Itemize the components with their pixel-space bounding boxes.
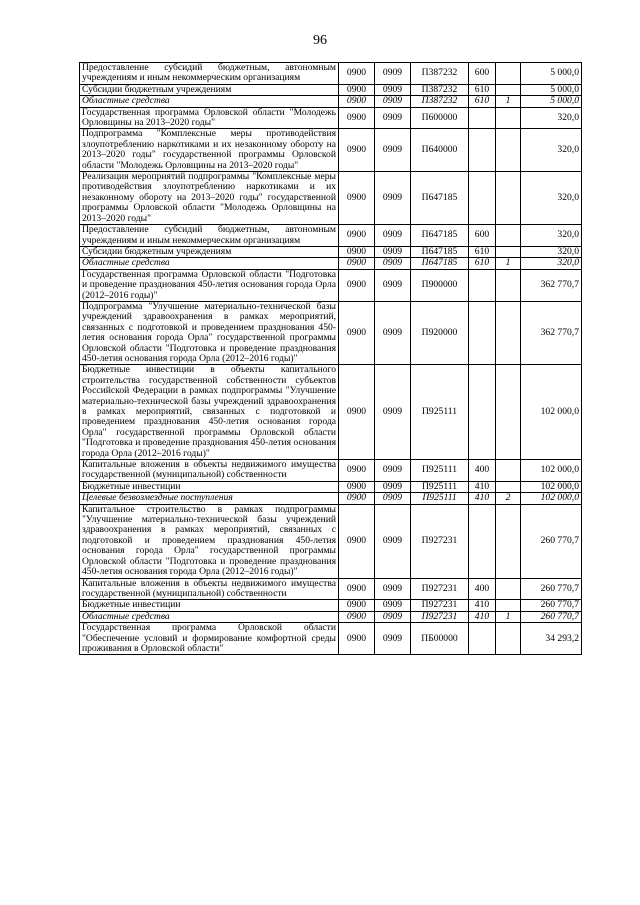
target-article-code-cell: П647185 bbox=[411, 225, 469, 247]
subsection-code-cell: 0909 bbox=[375, 269, 411, 301]
funding-source-code-cell bbox=[496, 269, 521, 301]
expense-type-code-cell: 410 bbox=[469, 611, 496, 622]
section-code-cell: 0900 bbox=[339, 96, 375, 107]
section-code-cell: 0900 bbox=[339, 172, 375, 225]
section-code-cell: 0900 bbox=[339, 504, 375, 578]
amount-cell: 320,0 bbox=[521, 225, 582, 247]
funding-source-code-cell bbox=[496, 172, 521, 225]
section-code-cell: 0900 bbox=[339, 129, 375, 172]
amount-cell: 320,0 bbox=[521, 246, 582, 257]
subsection-code-cell: 0909 bbox=[375, 225, 411, 247]
section-code-cell: 0900 bbox=[339, 365, 375, 460]
funding-source-code-cell: 1 bbox=[496, 258, 521, 269]
expense-type-code-cell bbox=[469, 107, 496, 129]
target-article-code-cell: П387232 bbox=[411, 84, 469, 95]
target-article-code-cell: П925111 bbox=[411, 365, 469, 460]
table-row bbox=[80, 258, 582, 269]
amount-cell: 260 770,7 bbox=[521, 611, 582, 622]
expense-type-code-cell: 410 bbox=[469, 481, 496, 492]
item-name-cell: Государственная программа Орловской области "Молодежь Орловщины на 2013–2020 годы" bbox=[80, 107, 339, 129]
target-article-code-cell: П647185 bbox=[411, 172, 469, 225]
table-row bbox=[80, 493, 582, 504]
target-article-code-cell: ПБ00000 bbox=[411, 623, 469, 655]
amount-cell: 102 000,0 bbox=[521, 460, 582, 482]
subsection-code-cell: 0909 bbox=[375, 493, 411, 504]
section-code-cell: 0900 bbox=[339, 623, 375, 655]
table-row bbox=[80, 611, 582, 622]
expense-type-code-cell: 610 bbox=[469, 246, 496, 257]
funding-source-code-cell: 2 bbox=[496, 493, 521, 504]
target-article-code-cell: П927231 bbox=[411, 578, 469, 600]
table-row bbox=[80, 96, 582, 107]
amount-cell: 102 000,0 bbox=[521, 493, 582, 504]
item-name-cell: Предоставление субсидий бюджетным, автономным учреждениям и иным некоммерческим организациям bbox=[80, 63, 339, 85]
amount-cell: 320,0 bbox=[521, 129, 582, 172]
funding-source-code-cell bbox=[496, 129, 521, 172]
item-name-cell: Областные средства bbox=[80, 611, 339, 622]
funding-source-code-cell: 1 bbox=[496, 611, 521, 622]
item-name-cell: Государственная программа Орловской области "Подготовка и проведение празднования 450-летия основания города Орла (2012–2016 годы)" bbox=[80, 269, 339, 301]
table-row bbox=[80, 269, 582, 301]
subsection-code-cell: 0909 bbox=[375, 578, 411, 600]
expense-type-code-cell bbox=[469, 365, 496, 460]
subsection-code-cell: 0909 bbox=[375, 504, 411, 578]
item-name-cell: Бюджетные инвестиции bbox=[80, 481, 339, 492]
funding-source-code-cell bbox=[496, 246, 521, 257]
item-name-cell: Бюджетные инвестиции bbox=[80, 600, 339, 611]
item-name-cell: Капитальные вложения в объекты недвижимого имущества государственной (муниципальной) собственности bbox=[80, 578, 339, 600]
target-article-code-cell: П925111 bbox=[411, 481, 469, 492]
section-code-cell: 0900 bbox=[339, 493, 375, 504]
section-code-cell: 0900 bbox=[339, 269, 375, 301]
subsection-code-cell: 0909 bbox=[375, 63, 411, 85]
funding-source-code-cell bbox=[496, 84, 521, 95]
subsection-code-cell: 0909 bbox=[375, 481, 411, 492]
table-row bbox=[80, 600, 582, 611]
item-name-cell: Государственная программа Орловской области "Обеспечение условий и формирование комфортной среды проживания в Орловской области" bbox=[80, 623, 339, 655]
expense-type-code-cell: 600 bbox=[469, 225, 496, 247]
table-row bbox=[80, 504, 582, 578]
amount-cell: 260 770,7 bbox=[521, 600, 582, 611]
amount-cell: 102 000,0 bbox=[521, 365, 582, 460]
target-article-code-cell: П927231 bbox=[411, 504, 469, 578]
section-code-cell: 0900 bbox=[339, 258, 375, 269]
item-name-cell: Капитальное строительство в рамках подпрограммы "Улучшение материально-технической базы учреждений здравоохранения в рамках мероприятий, связанных с подготовкой и проведением празднования 450-летия основания города Орла" государственной программы Орловской области "Подготовка и проведение празднования 450-летия основания города Орла (2012–2016 годы)" bbox=[80, 504, 339, 578]
item-name-cell: Бюджетные инвестиции в объекты капитального строительства государственной собственности субъектов Российской Федерации в рамках подпрограммы "Улучшение материально-технической базы учреждений здравоохранения в рамках мероприятий, связанных с подготовкой и проведением празднования 450-летия основания города Орла" государственной программы Орловской области "Подготовка и проведение празднования 450-летия основания города Орла (2012–2016 годы)" bbox=[80, 365, 339, 460]
expense-type-code-cell: 600 bbox=[469, 63, 496, 85]
subsection-code-cell: 0909 bbox=[375, 96, 411, 107]
target-article-code-cell: П900000 bbox=[411, 269, 469, 301]
amount-cell: 320,0 bbox=[521, 107, 582, 129]
budget-table bbox=[79, 62, 582, 655]
funding-source-code-cell bbox=[496, 504, 521, 578]
section-code-cell: 0900 bbox=[339, 63, 375, 85]
table-row bbox=[80, 129, 582, 172]
section-code-cell: 0900 bbox=[339, 225, 375, 247]
table-row bbox=[80, 365, 582, 460]
section-code-cell: 0900 bbox=[339, 246, 375, 257]
funding-source-code-cell bbox=[496, 578, 521, 600]
funding-source-code-cell bbox=[496, 600, 521, 611]
expense-type-code-cell: 610 bbox=[469, 258, 496, 269]
amount-cell: 320,0 bbox=[521, 258, 582, 269]
expense-type-code-cell bbox=[469, 269, 496, 301]
section-code-cell: 0900 bbox=[339, 600, 375, 611]
amount-cell: 102 000,0 bbox=[521, 481, 582, 492]
table-row bbox=[80, 246, 582, 257]
target-article-code-cell: П387232 bbox=[411, 96, 469, 107]
amount-cell: 5 000,0 bbox=[521, 63, 582, 85]
section-code-cell: 0900 bbox=[339, 611, 375, 622]
target-article-code-cell: П647185 bbox=[411, 258, 469, 269]
page-number: 96 bbox=[313, 33, 327, 48]
section-code-cell: 0900 bbox=[339, 107, 375, 129]
subsection-code-cell: 0909 bbox=[375, 301, 411, 364]
target-article-code-cell: П647185 bbox=[411, 246, 469, 257]
expense-type-code-cell: 400 bbox=[469, 578, 496, 600]
item-name-cell: Субсидии бюджетным учреждениям bbox=[80, 84, 339, 95]
budget-table-body bbox=[80, 63, 582, 655]
table-row bbox=[80, 172, 582, 225]
target-article-code-cell: П925111 bbox=[411, 460, 469, 482]
target-article-code-cell: П387232 bbox=[411, 63, 469, 85]
subsection-code-cell: 0909 bbox=[375, 600, 411, 611]
section-code-cell: 0900 bbox=[339, 84, 375, 95]
amount-cell: 362 770,7 bbox=[521, 301, 582, 364]
funding-source-code-cell bbox=[496, 623, 521, 655]
expense-type-code-cell bbox=[469, 301, 496, 364]
expense-type-code-cell bbox=[469, 623, 496, 655]
item-name-cell: Подпрограмма "Комплексные меры противодействия злоупотреблению наркотиками и их незаконному обороту на 2013–2020 годы" государственной программы Орловской области "Молодежь Орловщины на 2013–2020 годы" bbox=[80, 129, 339, 172]
item-name-cell: Реализация мероприятий подпрограммы "Комплексные меры противодействия злоупотреблению наркотиками и их незаконному обороту на 2013–2020 годы" государственной программы Орловской области "Молодежь Орловщины на 2013–2020 годы" bbox=[80, 172, 339, 225]
subsection-code-cell: 0909 bbox=[375, 129, 411, 172]
funding-source-code-cell bbox=[496, 460, 521, 482]
table-row bbox=[80, 63, 582, 85]
target-article-code-cell: П640000 bbox=[411, 129, 469, 172]
subsection-code-cell: 0909 bbox=[375, 623, 411, 655]
target-article-code-cell: П925111 bbox=[411, 493, 469, 504]
target-article-code-cell: П600000 bbox=[411, 107, 469, 129]
subsection-code-cell: 0909 bbox=[375, 172, 411, 225]
expense-type-code-cell: 610 bbox=[469, 96, 496, 107]
expense-type-code-cell: 410 bbox=[469, 493, 496, 504]
target-article-code-cell: П927231 bbox=[411, 611, 469, 622]
funding-source-code-cell bbox=[496, 481, 521, 492]
table-row bbox=[80, 107, 582, 129]
amount-cell: 34 293,2 bbox=[521, 623, 582, 655]
table-row bbox=[80, 481, 582, 492]
amount-cell: 5 000,0 bbox=[521, 84, 582, 95]
item-name-cell: Областные средства bbox=[80, 258, 339, 269]
table-row bbox=[80, 301, 582, 364]
subsection-code-cell: 0909 bbox=[375, 246, 411, 257]
expense-type-code-cell bbox=[469, 172, 496, 225]
item-name-cell: Областные средства bbox=[80, 96, 339, 107]
funding-source-code-cell bbox=[496, 225, 521, 247]
table-row bbox=[80, 225, 582, 247]
item-name-cell: Предоставление субсидий бюджетным, автономным учреждениям и иным некоммерческим организациям bbox=[80, 225, 339, 247]
amount-cell: 320,0 bbox=[521, 172, 582, 225]
section-code-cell: 0900 bbox=[339, 460, 375, 482]
target-article-code-cell: П920000 bbox=[411, 301, 469, 364]
funding-source-code-cell bbox=[496, 365, 521, 460]
expense-type-code-cell: 610 bbox=[469, 84, 496, 95]
subsection-code-cell: 0909 bbox=[375, 107, 411, 129]
table-row bbox=[80, 623, 582, 655]
subsection-code-cell: 0909 bbox=[375, 365, 411, 460]
table-row bbox=[80, 84, 582, 95]
expense-type-code-cell bbox=[469, 129, 496, 172]
target-article-code-cell: П927231 bbox=[411, 600, 469, 611]
item-name-cell: Субсидии бюджетным учреждениям bbox=[80, 246, 339, 257]
amount-cell: 260 770,7 bbox=[521, 504, 582, 578]
item-name-cell: Подпрограмма "Улучшение материально-технической базы учреждений здравоохранения в рамках мероприятий, связанных с подготовкой и проведением празднования 450-летия основания города Орла" государственной программы Орловской области "Подготовка и проведение празднования 450-летия основания города Орла (2012–2016 годы)" bbox=[80, 301, 339, 364]
amount-cell: 260 770,7 bbox=[521, 578, 582, 600]
amount-cell: 5 000,0 bbox=[521, 96, 582, 107]
table-row bbox=[80, 460, 582, 482]
funding-source-code-cell: 1 bbox=[496, 96, 521, 107]
item-name-cell: Целевые безвозмездные поступления bbox=[80, 493, 339, 504]
subsection-code-cell: 0909 bbox=[375, 258, 411, 269]
table-row bbox=[80, 578, 582, 600]
section-code-cell: 0900 bbox=[339, 578, 375, 600]
funding-source-code-cell bbox=[496, 107, 521, 129]
funding-source-code-cell bbox=[496, 63, 521, 85]
amount-cell: 362 770,7 bbox=[521, 269, 582, 301]
expense-type-code-cell bbox=[469, 504, 496, 578]
section-code-cell: 0900 bbox=[339, 301, 375, 364]
item-name-cell: Капитальные вложения в объекты недвижимого имущества государственной (муниципальной) собственности bbox=[80, 460, 339, 482]
subsection-code-cell: 0909 bbox=[375, 84, 411, 95]
subsection-code-cell: 0909 bbox=[375, 460, 411, 482]
subsection-code-cell: 0909 bbox=[375, 611, 411, 622]
funding-source-code-cell bbox=[496, 301, 521, 364]
expense-type-code-cell: 410 bbox=[469, 600, 496, 611]
expense-type-code-cell: 400 bbox=[469, 460, 496, 482]
section-code-cell: 0900 bbox=[339, 481, 375, 492]
